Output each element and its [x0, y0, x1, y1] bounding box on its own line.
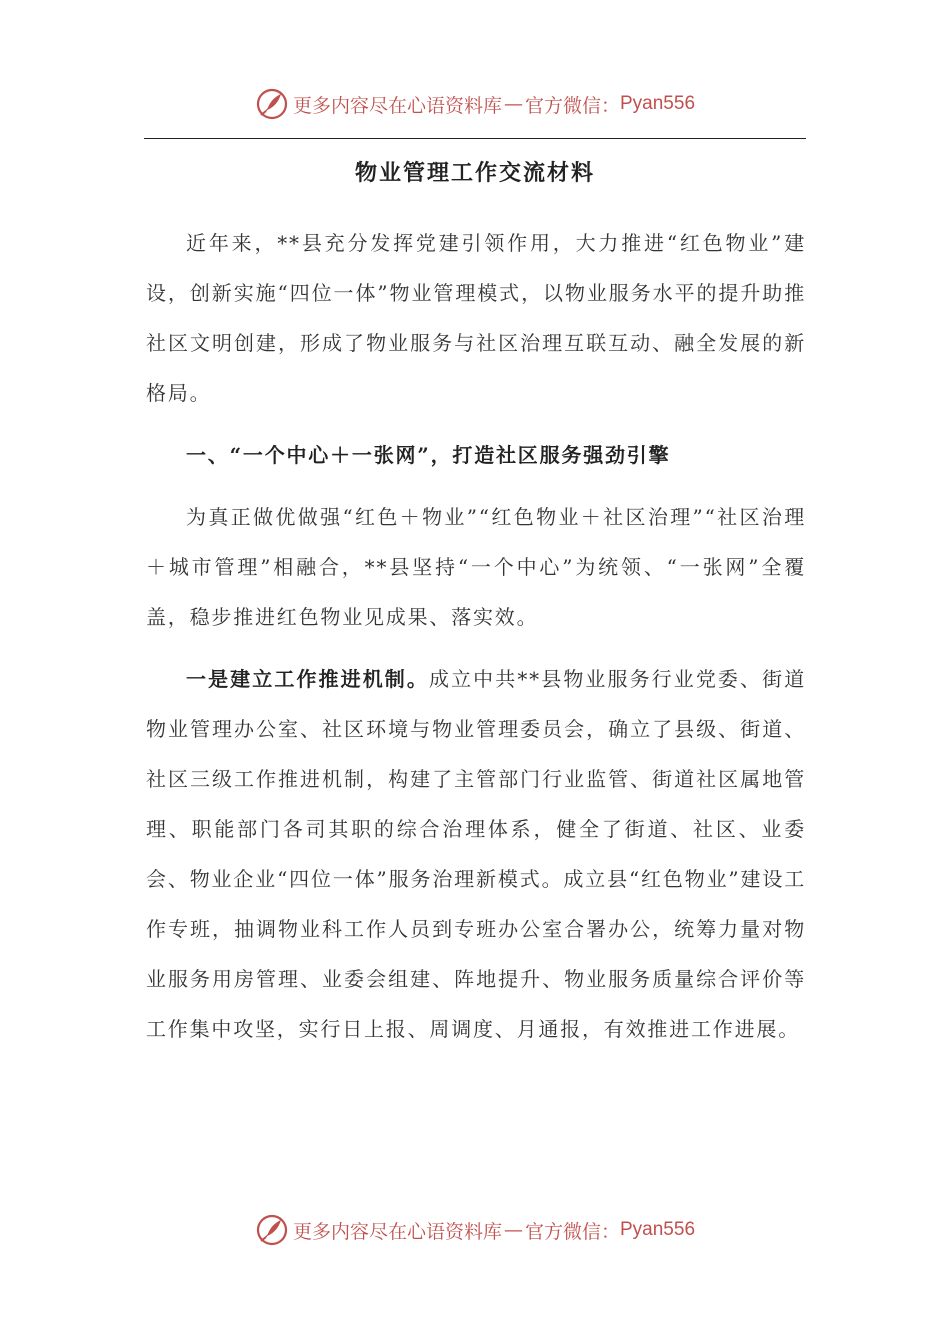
wechat-label: 官方微信： [524, 1220, 620, 1243]
point1-lead: 一是建立工作推进机制。 [186, 667, 429, 691]
intro-paragraph: 近年来，**县充分发挥党建引领作用，大力推进“红色物业”建设，创新实施“四位一体”物业管理模式，以物业服务水平的提升助推社区文明创建，形成了物业服务与社区治理互联互动、融全发展的新格局。 [146, 231, 806, 405]
document-body [146, 218, 806, 1066]
quill-logo-icon [255, 1213, 289, 1247]
wechat-id: Pyan556 [620, 1219, 696, 1240]
section1-paragraph: 为真正做优做强“红色＋物业”“红色物业＋社区治理”“社区治理＋城市管理”相融合，**县坚持“一个中心”为统领、“一张网”全覆盖，稳步推进红色物业见成果、落实效。 [146, 505, 806, 629]
wechat-id: Pyan556 [620, 93, 696, 114]
quill-logo-icon [255, 87, 289, 121]
separator: — [503, 93, 523, 115]
point1-paragraph [146, 654, 806, 1054]
section1-heading: 一、“一个中心＋一张网”，打造社区服务强劲引擎 [186, 443, 671, 467]
header-divider [144, 138, 806, 139]
footer-watermark [0, 1210, 950, 1250]
brand-text: 更多内容尽在心语资料库 [292, 1220, 502, 1243]
point1-body: 成立中共**县物业服务行业党委、街道物业管理办公室、社区环境与物业管理委员会，确立了县级、街道、社区三级工作推进机制，构建了主管部门行业监管、街道社区属地管理、职能部门各司其职的综合治理体系，健全了街道、社区、业委会、物业企业“四位一体”服务治理新模式。成立县“红色物业”建设工作专班，抽调物业科工作人员到专班办公室合署办公，统筹力量对物业服务用房管理、业委会组建、阵地提升、物业服务质量综合评价等工作集中攻坚，实行日上报、周调度、月通报，有效推进工作进展。 [146, 667, 806, 1041]
brand-text: 更多内容尽在心语资料库 [292, 94, 502, 117]
document-title: 物业管理工作交流材料 [354, 160, 595, 186]
wechat-label: 官方微信： [524, 94, 620, 117]
separator: — [503, 1219, 523, 1241]
header-watermark [0, 84, 950, 124]
